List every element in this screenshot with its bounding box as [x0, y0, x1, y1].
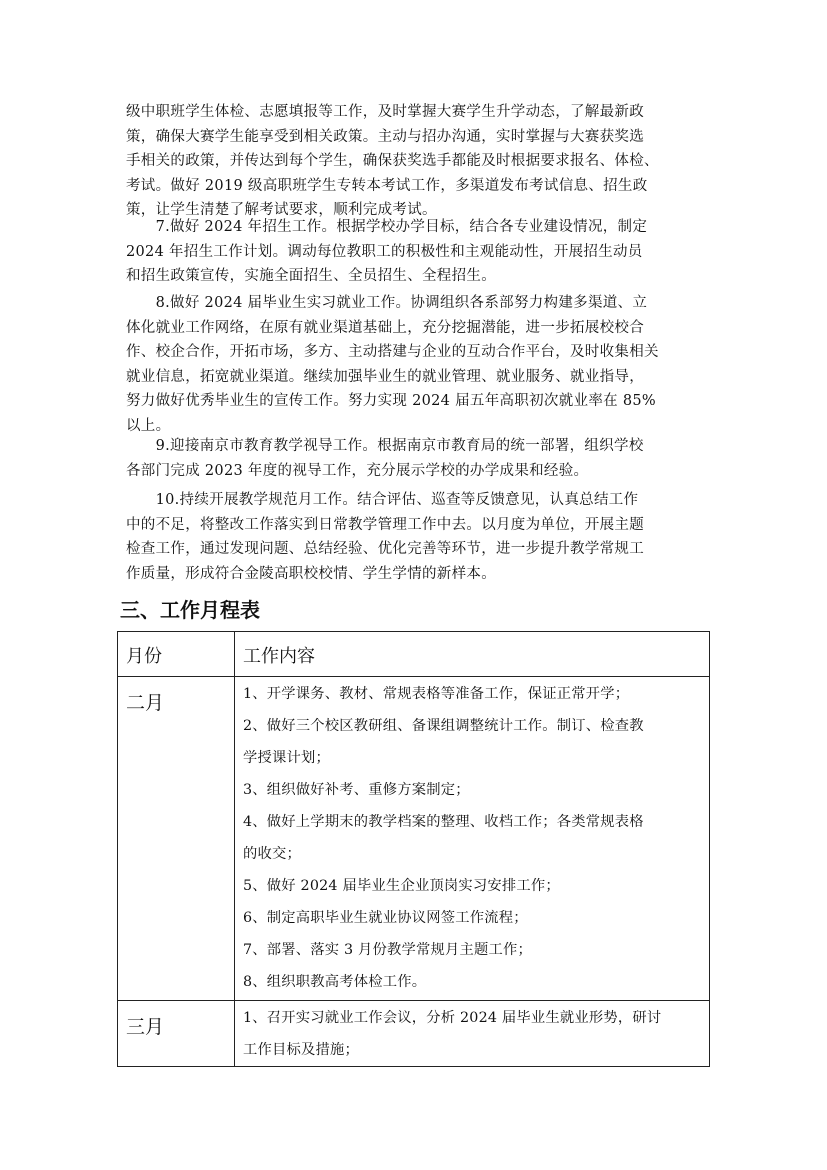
text-line: 8.做好 2024 届毕业生实习就业工作。协调组织各系部努力构建多渠道、立 [126, 295, 648, 311]
paragraph-item-7 [126, 215, 704, 289]
text-line: 作质量，形成符合金陵高职校校情、学生学情的新样本。 [126, 565, 496, 582]
text-line: 策，让学生清楚了解考试要求，顺利完成考试。 [126, 202, 437, 219]
text-line: 9.迎接南京市教育教学视导工作。根据南京市教育局的统一部署，组织学校 [126, 438, 644, 454]
text-line: 检查工作，通过发现问题、总结经验、优化完善等环节，进一步提升教学常规工 [126, 541, 644, 558]
text-line: 策，确保大赛学生能享受到相关政策。主动与招办沟通，实时掌握与大赛获奖选 [126, 128, 644, 145]
text-line: 体化就业工作网络，在原有就业渠道基础上，充分挖掘潜能，进一步拓展校校合 [126, 319, 644, 336]
task-line: 4、做好上学期末的教学档案的整理、收档工作；各类常规表格 [243, 814, 644, 830]
paragraph-item-8 [126, 291, 704, 439]
task-line: 7、部署、落实 3 月份教学常规月主题工作； [243, 942, 533, 958]
task-line: 8、组织职教高考体检工作。 [243, 974, 427, 990]
task-line: 2、做好三个校区教研组、备课组调整统计工作。制订、检查教 [243, 718, 644, 734]
task-line: 1、召开实习就业工作会议，分析 2024 届毕业生就业形势，研讨 [243, 1010, 662, 1026]
text-line: 中的不足，将整改工作落实到日常教学管理工作中去。以月度为单位，开展主题 [126, 516, 644, 533]
text-line: 2024 年招生工作计划。调动每位教职工的积极性和主观能动性，开展招生动员 [126, 243, 643, 260]
task-line: 1、开学课务、教材、常规表格等准备工作，保证正常开学； [243, 686, 630, 702]
task-line: 6、制定高职毕业生就业协议网签工作流程； [243, 910, 528, 926]
task-line: 学授课计划； [243, 750, 330, 766]
paragraph-item-9 [126, 434, 704, 483]
text-line: 级中职班学生体检、志愿填报等工作，及时掌握大赛学生升学动态，了解最新政 [126, 104, 644, 120]
schedule-table [117, 631, 710, 1067]
paragraph-continuation [126, 100, 704, 223]
text-line: 作、校企合作，开拓市场，多方、主动搭建与企业的互动合作平台，及时收集相关 [126, 344, 659, 361]
row-divider [118, 676, 709, 677]
text-line: 各部门完成 2023 年度的视导工作，充分展示学校的办学成果和经验。 [126, 462, 589, 479]
header-content: 工作内容 [243, 646, 315, 667]
text-line: 和招生政策宣传，实施全面招生、全员招生、全程招生。 [126, 268, 496, 285]
text-line: 10.持续开展教学规范月工作。结合评估、巡查等反馈意见，认真总结工作 [126, 492, 639, 508]
month-cell: 三月 [126, 1016, 165, 1038]
text-line: 手相关的政策，并传达到每个学生，确保获奖选手都能及时根据要求报名、体检、 [126, 153, 659, 170]
task-line: 3、组织做好补考、重修方案制定； [243, 782, 470, 798]
header-month: 月份 [126, 646, 162, 667]
row-divider [118, 1000, 709, 1001]
paragraph-item-10 [126, 488, 704, 586]
text-line: 考试。做好 2019 级高职班学生专转本考试工作，多渠道发布考试信息、招生政 [126, 177, 648, 194]
task-line: 的收交； [243, 846, 301, 862]
text-line: 以上。 [126, 417, 171, 434]
section-heading: 三、工作月程表 [120, 598, 260, 622]
task-line: 5、做好 2024 届毕业生企业顶岗实习安排工作； [243, 878, 560, 894]
month-cell: 二月 [126, 692, 165, 714]
text-line: 努力做好优秀毕业生的宣传工作。努力实现 2024 届五年高职初次就业率在 85% [126, 393, 656, 410]
text-line: 就业信息，拓宽就业渠道。继续加强毕业生的就业管理、就业服务、就业指导， [126, 368, 644, 385]
text-line: 7.做好 2024 年招生工作。根据学校办学目标，结合各专业建设情况，制定 [126, 219, 648, 235]
task-line: 工作目标及措施； [243, 1042, 359, 1058]
